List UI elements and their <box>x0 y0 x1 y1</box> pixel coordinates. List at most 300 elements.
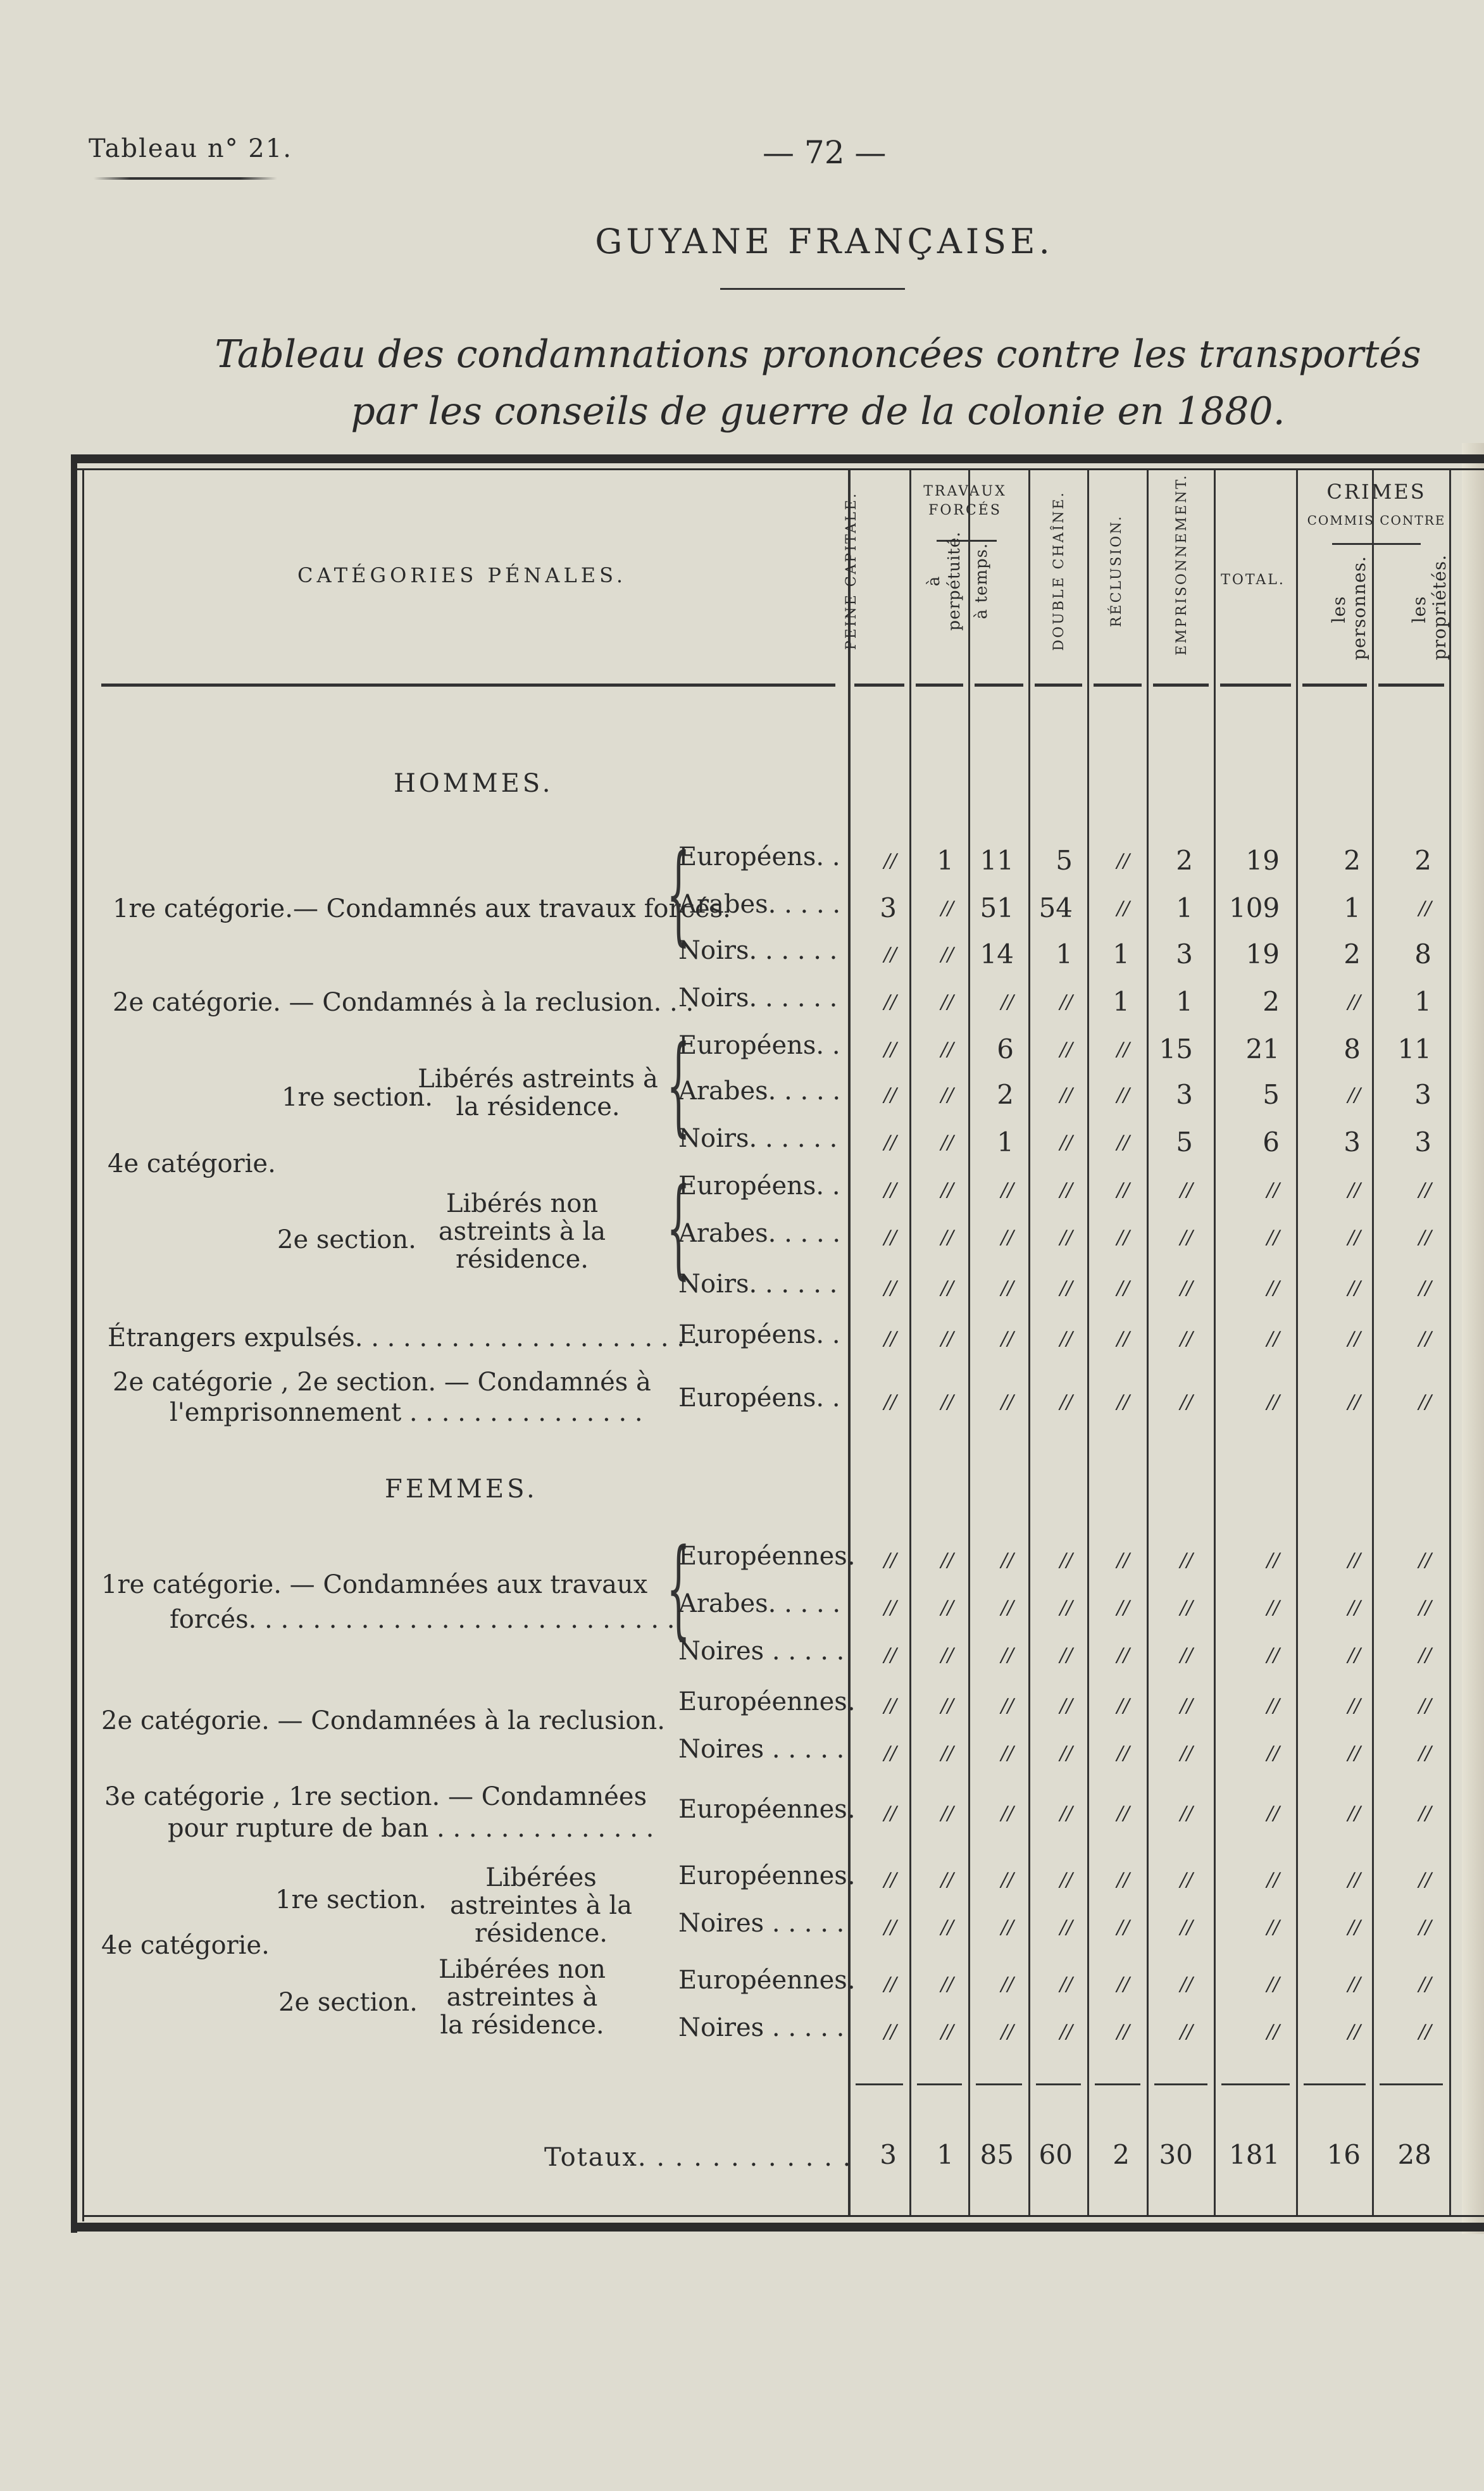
table-border-bottom <box>71 2223 1484 2232</box>
header-emprisonnement: EMPRISONNEMENT. <box>1174 473 1190 656</box>
column-divider <box>1214 470 1216 2215</box>
table-cell: // <box>1059 1695 1073 1717</box>
table-cell: // <box>940 1277 954 1299</box>
table-cell: // <box>883 1084 897 1106</box>
brace: { <box>666 1526 691 1651</box>
row-origin: Noires . . . . . <box>678 1637 845 1666</box>
table-cell: // <box>1180 1179 1193 1201</box>
table-cell: // <box>940 1973 954 1995</box>
decorative-rule <box>94 177 277 180</box>
table-cell: // <box>1266 1328 1280 1350</box>
table-cell: 8 <box>1344 1033 1361 1064</box>
table-cell: // <box>1180 1869 1193 1891</box>
table-cell: // <box>1116 1644 1130 1666</box>
table-cell: // <box>1059 1391 1073 1413</box>
table-cell: 14 <box>980 939 1014 970</box>
header-underline <box>1378 684 1444 687</box>
table-cell: // <box>1266 1179 1280 1201</box>
row-origin: Européens. . <box>678 1171 840 1201</box>
label-f-sec1-desc: Libérées astreintes à la résidence. <box>450 1863 632 1948</box>
table-cell: // <box>883 1277 897 1299</box>
table-cell: 2 <box>997 1079 1014 1110</box>
table-cell: 11 <box>980 845 1014 876</box>
table-cell: // <box>940 1742 954 1764</box>
table-cell: // <box>1347 1742 1361 1764</box>
brace: { <box>666 1023 691 1148</box>
table-cell: // <box>1059 1277 1073 1299</box>
row-origin: Arabes. . . . . <box>678 890 841 919</box>
table-cell: // <box>883 1973 897 1995</box>
total-cell: 85 <box>980 2139 1014 2170</box>
table-cell: 19 <box>1245 939 1280 970</box>
total-cell: 16 <box>1326 2139 1361 2170</box>
table-cell: // <box>940 1869 954 1891</box>
row-origin: Noirs. . . . . . <box>678 1270 838 1299</box>
label-f-cat3-a: 3e catégorie , 1re section. — Condamnées <box>104 1782 647 1811</box>
header-categories-penales: CATÉGORIES PÉNALES. <box>297 563 627 587</box>
table-cell: // <box>1418 1869 1431 1891</box>
header-a-perpetuite: à perpétuité. <box>925 531 964 631</box>
table-cell: 1 <box>1113 939 1130 970</box>
header-underline <box>101 684 835 687</box>
header-les-proprietes: les propriétés. <box>1409 554 1450 660</box>
table-cell: 109 <box>1229 892 1280 923</box>
row-origin: Noirs. . . . . . <box>678 1124 838 1153</box>
label-f-cat2: 2e catégorie. — Condamnées à la reclusion. <box>101 1706 665 1735</box>
label-h-sec2: 2e section. <box>277 1225 416 1254</box>
table-cell: // <box>940 2021 954 2043</box>
section-hommes: HOMMES. <box>394 769 554 798</box>
label-h-cat4: 4e catégorie. <box>108 1149 276 1178</box>
table-cell: // <box>1266 1277 1280 1299</box>
table-cell: 5 <box>1263 1079 1280 1110</box>
table-cell: // <box>1001 991 1014 1013</box>
table-cell: // <box>1180 1328 1193 1350</box>
table-cell: // <box>1418 1597 1431 1619</box>
header-underline <box>1220 684 1291 687</box>
table-cell: // <box>1418 1695 1431 1717</box>
table-cell: 1 <box>937 845 954 876</box>
header-crimes: CRIMES <box>1326 480 1426 504</box>
table-cell: 3 <box>1344 1127 1361 1158</box>
table-cell: 1 <box>1176 892 1193 923</box>
table-cell: 6 <box>1263 1127 1280 1158</box>
label-f-cat1-b: forcés. . . . . . . . . . . . . . . . . . . . . . . . . . . <box>170 1605 675 1634</box>
table-cell: // <box>1059 1227 1073 1249</box>
label-h-cat2s2-b: l'emprisonnement . . . . . . . . . . . . . . . <box>170 1398 643 1427</box>
table-cell: // <box>1116 1742 1130 1764</box>
row-origin: Noires . . . . . <box>678 1735 845 1764</box>
table-cell: // <box>940 1597 954 1619</box>
table-cell: // <box>1116 1391 1130 1413</box>
table-cell: // <box>1347 1277 1361 1299</box>
table-cell: // <box>1266 1227 1280 1249</box>
label-f-cat1-a: 1re catégorie. — Condamnées aux travaux <box>101 1570 648 1599</box>
table-cell: // <box>883 1597 897 1619</box>
table-cell: // <box>883 1802 897 1825</box>
page-number: — 72 — <box>763 134 887 171</box>
table-cell: // <box>1266 1973 1280 1995</box>
totals-underline <box>1221 2083 1290 2085</box>
brace: { <box>666 832 691 957</box>
header-travaux-forces: TRAVAUX FORCÉS <box>923 484 1007 518</box>
column-divider <box>1296 470 1298 2215</box>
table-cell: // <box>940 944 954 966</box>
table-cell: // <box>1266 1597 1280 1619</box>
table-cell: // <box>1266 1549 1280 1571</box>
table-cell: 54 <box>1038 892 1073 923</box>
table-cell: // <box>1116 1328 1130 1350</box>
table-cell: // <box>1347 2021 1361 2043</box>
table-cell: // <box>883 1549 897 1571</box>
table-cell: // <box>1266 1742 1280 1764</box>
header-a-temps: à temps. <box>972 542 991 620</box>
table-cell: // <box>940 1695 954 1717</box>
table-cell: // <box>1418 1802 1431 1825</box>
row-origin: Européennes. <box>678 1542 856 1571</box>
totals-label: Totaux. . . . . . . . . . . . <box>544 2143 852 2172</box>
table-cell: // <box>1001 1695 1014 1717</box>
table-cell: // <box>1347 1802 1361 1825</box>
table-cell: // <box>1418 1916 1431 1938</box>
table-cell: // <box>1347 1695 1361 1717</box>
table-cell: // <box>1347 1084 1361 1106</box>
total-cell: 181 <box>1229 2139 1280 2170</box>
table-cell: // <box>1418 1973 1431 1995</box>
subtitle-line-1: Tableau des condamnations prononcées contre les transportés <box>215 332 1421 377</box>
table-cell: // <box>940 897 954 920</box>
table-cell: // <box>1418 1277 1431 1299</box>
table-cell: // <box>1116 1039 1130 1061</box>
tableau-number: Tableau n° 21. <box>89 134 292 163</box>
table-cell: // <box>1347 1597 1361 1619</box>
table-cell: // <box>1180 1391 1193 1413</box>
label-f-cat3-b: pour rupture de ban . . . . . . . . . . . . . . <box>168 1814 654 1843</box>
table-cell: // <box>1418 2021 1431 2043</box>
label-f-sec2-desc: Libérées non astreintes à la résidence. <box>439 1955 606 2040</box>
total-cell: 30 <box>1159 2139 1193 2170</box>
table-cell: // <box>1347 1328 1361 1350</box>
row-origin: Noirs. . . . . . <box>678 936 838 965</box>
table-cell: // <box>1059 991 1073 1013</box>
table-cell: // <box>940 1039 954 1061</box>
row-origin: Européennes. <box>678 1687 856 1716</box>
total-cell: 28 <box>1397 2139 1431 2170</box>
table-cell: // <box>1059 1549 1073 1571</box>
table-cell: // <box>883 1644 897 1666</box>
page-edge <box>1462 443 1484 2234</box>
table-cell: // <box>1116 1869 1130 1891</box>
table-cell: 21 <box>1245 1033 1280 1064</box>
table-cell: // <box>1180 1227 1193 1249</box>
table-cell: 1 <box>1056 939 1073 970</box>
table-cell: // <box>883 1227 897 1249</box>
table-cell: // <box>1347 1391 1361 1413</box>
total-cell: 60 <box>1038 2139 1073 2170</box>
table-cell: // <box>1001 1644 1014 1666</box>
table-cell: // <box>883 1695 897 1717</box>
table-cell: 2 <box>1263 986 1280 1017</box>
table-cell: // <box>1116 1084 1130 1106</box>
header-underline <box>1035 684 1082 687</box>
table-cell: // <box>1116 850 1130 872</box>
row-origin: Arabes. . . . . <box>678 1077 841 1106</box>
table-cell: // <box>1180 1916 1193 1938</box>
table-cell: // <box>1001 1179 1014 1201</box>
label-f-sec1: 1re section. <box>275 1885 427 1914</box>
header-underline <box>854 684 904 687</box>
row-origin: Noires . . . . . <box>678 2013 845 2042</box>
table-cell: // <box>883 991 897 1013</box>
totals-underline <box>1304 2083 1366 2085</box>
row-origin: Européennes. <box>678 1966 856 1995</box>
label-h-etrangers: Étrangers expulsés. . . . . . . . . . . . . . . . . . . . . . <box>108 1323 701 1352</box>
table-cell: // <box>1180 1277 1193 1299</box>
table-cell: // <box>883 2021 897 2043</box>
table-cell: // <box>940 1391 954 1413</box>
table-cell: 1 <box>997 1127 1014 1158</box>
table-cell: // <box>1001 1869 1014 1891</box>
table-cell: // <box>1266 2021 1280 2043</box>
subtitle-line-2: par les conseils de guerre de la colonie en 1880. <box>351 389 1285 434</box>
header-underline <box>975 684 1023 687</box>
table-cell: // <box>1059 1802 1073 1825</box>
table-cell: // <box>883 1328 897 1350</box>
row-origin: Arabes. . . . . <box>678 1589 841 1618</box>
row-origin: Noires . . . . . <box>678 1909 845 1938</box>
table-cell: // <box>1180 1802 1193 1825</box>
table-cell: // <box>1116 1179 1130 1201</box>
table-cell: // <box>1059 1869 1073 1891</box>
table-cell: // <box>1059 1328 1073 1350</box>
table-cell: // <box>940 1132 954 1154</box>
totals-underline <box>1095 2083 1140 2085</box>
column-divider <box>1372 470 1374 2215</box>
table-cell: // <box>1059 1742 1073 1764</box>
table-cell: // <box>1418 1179 1431 1201</box>
total-cell: 3 <box>880 2139 897 2170</box>
table-cell: // <box>1116 1549 1130 1571</box>
table-cell: // <box>1180 1695 1193 1717</box>
table-cell: 1 <box>1113 986 1130 1017</box>
table-cell: // <box>883 1039 897 1061</box>
table-cell: // <box>1418 897 1431 920</box>
table-cell: // <box>1001 1328 1014 1350</box>
row-origin: Européens. . <box>678 1320 840 1349</box>
header-underline <box>916 684 963 687</box>
table-cell: // <box>1418 1644 1431 1666</box>
table-cell: // <box>1347 991 1361 1013</box>
table-cell: // <box>883 1132 897 1154</box>
table-cell: // <box>1180 1549 1193 1571</box>
table-cell: 3 <box>1176 1079 1193 1110</box>
header-underline <box>1153 684 1209 687</box>
row-origin: Européens. . <box>678 1031 840 1060</box>
table-cell: // <box>1116 1802 1130 1825</box>
table-cell: // <box>940 1328 954 1350</box>
table-cell: // <box>940 1644 954 1666</box>
table-cell: 15 <box>1159 1033 1193 1064</box>
table-cell: // <box>1347 1179 1361 1201</box>
table-cell: 3 <box>1414 1079 1431 1110</box>
table-cell: // <box>1001 1549 1014 1571</box>
table-cell: // <box>1059 1132 1073 1154</box>
table-cell: 5 <box>1176 1127 1193 1158</box>
table-cell: 1 <box>1176 986 1193 1017</box>
table-cell: 3 <box>880 892 897 923</box>
table-cell: // <box>1266 1644 1280 1666</box>
table-cell: // <box>1180 1644 1193 1666</box>
table-cell: // <box>1001 1597 1014 1619</box>
table-cell: // <box>1418 1227 1431 1249</box>
table-cell: 2 <box>1414 845 1431 876</box>
total-cell: 1 <box>937 2139 954 2170</box>
table-cell: 2 <box>1176 845 1193 876</box>
table-cell: // <box>1180 2021 1193 2043</box>
section-femmes: FEMMES. <box>385 1475 538 1504</box>
brace: { <box>666 1165 691 1290</box>
table-cell: // <box>1001 1227 1014 1249</box>
totals-underline <box>856 2083 903 2085</box>
table-cell: // <box>883 850 897 872</box>
table-cell: // <box>883 1742 897 1764</box>
header-reclusion: RÉCLUSION. <box>1109 514 1125 628</box>
table-cell: // <box>1180 1597 1193 1619</box>
table-cell: 6 <box>997 1033 1014 1064</box>
label-h-sec2-desc: Libérés non astreints à la résidence. <box>438 1189 606 1274</box>
table-cell: // <box>1059 1916 1073 1938</box>
column-divider <box>1449 470 1451 2215</box>
row-origin: Arabes. . . . . <box>678 1219 841 1248</box>
table-cell: // <box>940 991 954 1013</box>
table-cell: // <box>1116 1132 1130 1154</box>
table-cell: 3 <box>1414 1127 1431 1158</box>
table-cell: // <box>1347 1549 1361 1571</box>
row-origin: Européennes. <box>678 1861 856 1890</box>
header-underline <box>1302 684 1367 687</box>
table-border-top <box>71 454 1484 463</box>
header-double-chaine: DOUBLE CHAÎNE. <box>1051 490 1067 651</box>
table-cell: // <box>883 1869 897 1891</box>
row-origin: Noirs. . . . . . <box>678 983 838 1013</box>
table-cell: 1 <box>1344 892 1361 923</box>
table-cell: // <box>1347 1869 1361 1891</box>
table-cell: // <box>1001 1802 1014 1825</box>
table-cell: // <box>940 1549 954 1571</box>
table-cell: // <box>1266 1695 1280 1717</box>
table-cell: // <box>1347 1644 1361 1666</box>
table-cell: // <box>1116 1973 1130 1995</box>
table-cell: // <box>1347 1227 1361 1249</box>
table-cell: // <box>940 1916 954 1938</box>
header-commis-contre: COMMIS CONTRE <box>1307 513 1446 528</box>
totals-underline <box>976 2083 1022 2085</box>
table-cell: // <box>940 1084 954 1106</box>
table-cell: // <box>1001 1916 1014 1938</box>
table-border-left <box>71 454 77 2233</box>
table-cell: // <box>1266 1802 1280 1825</box>
label-h-cat2s2-a: 2e catégorie , 2e section. — Condamnés à <box>113 1368 651 1397</box>
table-cell: // <box>883 1391 897 1413</box>
table-cell: // <box>1347 1916 1361 1938</box>
table-cell: // <box>1116 2021 1130 2043</box>
header-les-personnes: les personnes. <box>1328 555 1369 660</box>
table-cell: // <box>883 944 897 966</box>
table-cell: // <box>1116 1695 1130 1717</box>
table-cell: 51 <box>980 892 1014 923</box>
table-cell: // <box>883 1179 897 1201</box>
table-cell: // <box>1001 1277 1014 1299</box>
crimes-rule <box>1332 543 1421 545</box>
page-title: GUYANE FRANÇAISE. <box>595 222 1054 261</box>
table-cell: 3 <box>1176 939 1193 970</box>
label-h-cat2: 2e catégorie. — Condamnés à la reclusion. . . <box>113 988 694 1017</box>
title-rule <box>720 288 905 290</box>
totals-underline <box>917 2083 962 2085</box>
table-cell: // <box>1418 1391 1431 1413</box>
table-cell: // <box>1059 1039 1073 1061</box>
header-total: TOTAL. <box>1221 572 1285 588</box>
table-border-bottom-inner <box>82 2215 1484 2217</box>
table-cell: // <box>1266 1391 1280 1413</box>
table-cell: // <box>1059 1973 1073 1995</box>
table-cell: // <box>1116 1277 1130 1299</box>
table-cell: // <box>1418 1549 1431 1571</box>
table-cell: 19 <box>1245 845 1280 876</box>
table-cell: 2 <box>1344 939 1361 970</box>
header-peine-capitale: PEINE CAPITALE. <box>844 491 859 651</box>
table-cell: // <box>1001 1973 1014 1995</box>
table-cell: // <box>1266 1916 1280 1938</box>
table-cell: // <box>1001 2021 1014 2043</box>
table-border-top-inner <box>71 468 1484 470</box>
table-cell: // <box>883 1916 897 1938</box>
table-cell: // <box>1418 1742 1431 1764</box>
table-cell: // <box>1059 1597 1073 1619</box>
table-cell: 1 <box>1414 986 1431 1017</box>
table-cell: // <box>940 1179 954 1201</box>
table-cell: // <box>1001 1742 1014 1764</box>
table-cell: // <box>1116 1597 1130 1619</box>
table-cell: // <box>1059 2021 1073 2043</box>
row-origin: Européennes. <box>678 1795 856 1824</box>
table-cell: // <box>940 1227 954 1249</box>
table-cell: // <box>1180 1742 1193 1764</box>
table-cell: 11 <box>1397 1033 1431 1064</box>
label-h-sec1: 1re section. <box>282 1083 433 1112</box>
table-cell: // <box>1347 1973 1361 1995</box>
table-cell: // <box>1059 1179 1073 1201</box>
table-border-left-inner <box>82 468 84 2221</box>
table-cell: 2 <box>1344 845 1361 876</box>
total-cell: 2 <box>1113 2139 1130 2170</box>
table-cell: // <box>1116 1227 1130 1249</box>
table-cell: // <box>1059 1084 1073 1106</box>
row-origin: Européens. . <box>678 842 840 871</box>
table-cell: // <box>1180 1973 1193 1995</box>
label-h-sec1-desc: Libérés astreints à la résidence. <box>418 1064 658 1121</box>
table-cell: // <box>1116 1916 1130 1938</box>
table-cell: // <box>1418 1328 1431 1350</box>
table-cell: // <box>1116 897 1130 920</box>
table-cell: // <box>940 1802 954 1825</box>
table-cell: // <box>1059 1644 1073 1666</box>
table-cell: // <box>1266 1869 1280 1891</box>
row-origin: Européens. . <box>678 1383 840 1413</box>
label-f-sec2: 2e section. <box>278 1988 418 2017</box>
label-f-cat4: 4e catégorie. <box>101 1931 270 1960</box>
table-cell: 8 <box>1414 939 1431 970</box>
